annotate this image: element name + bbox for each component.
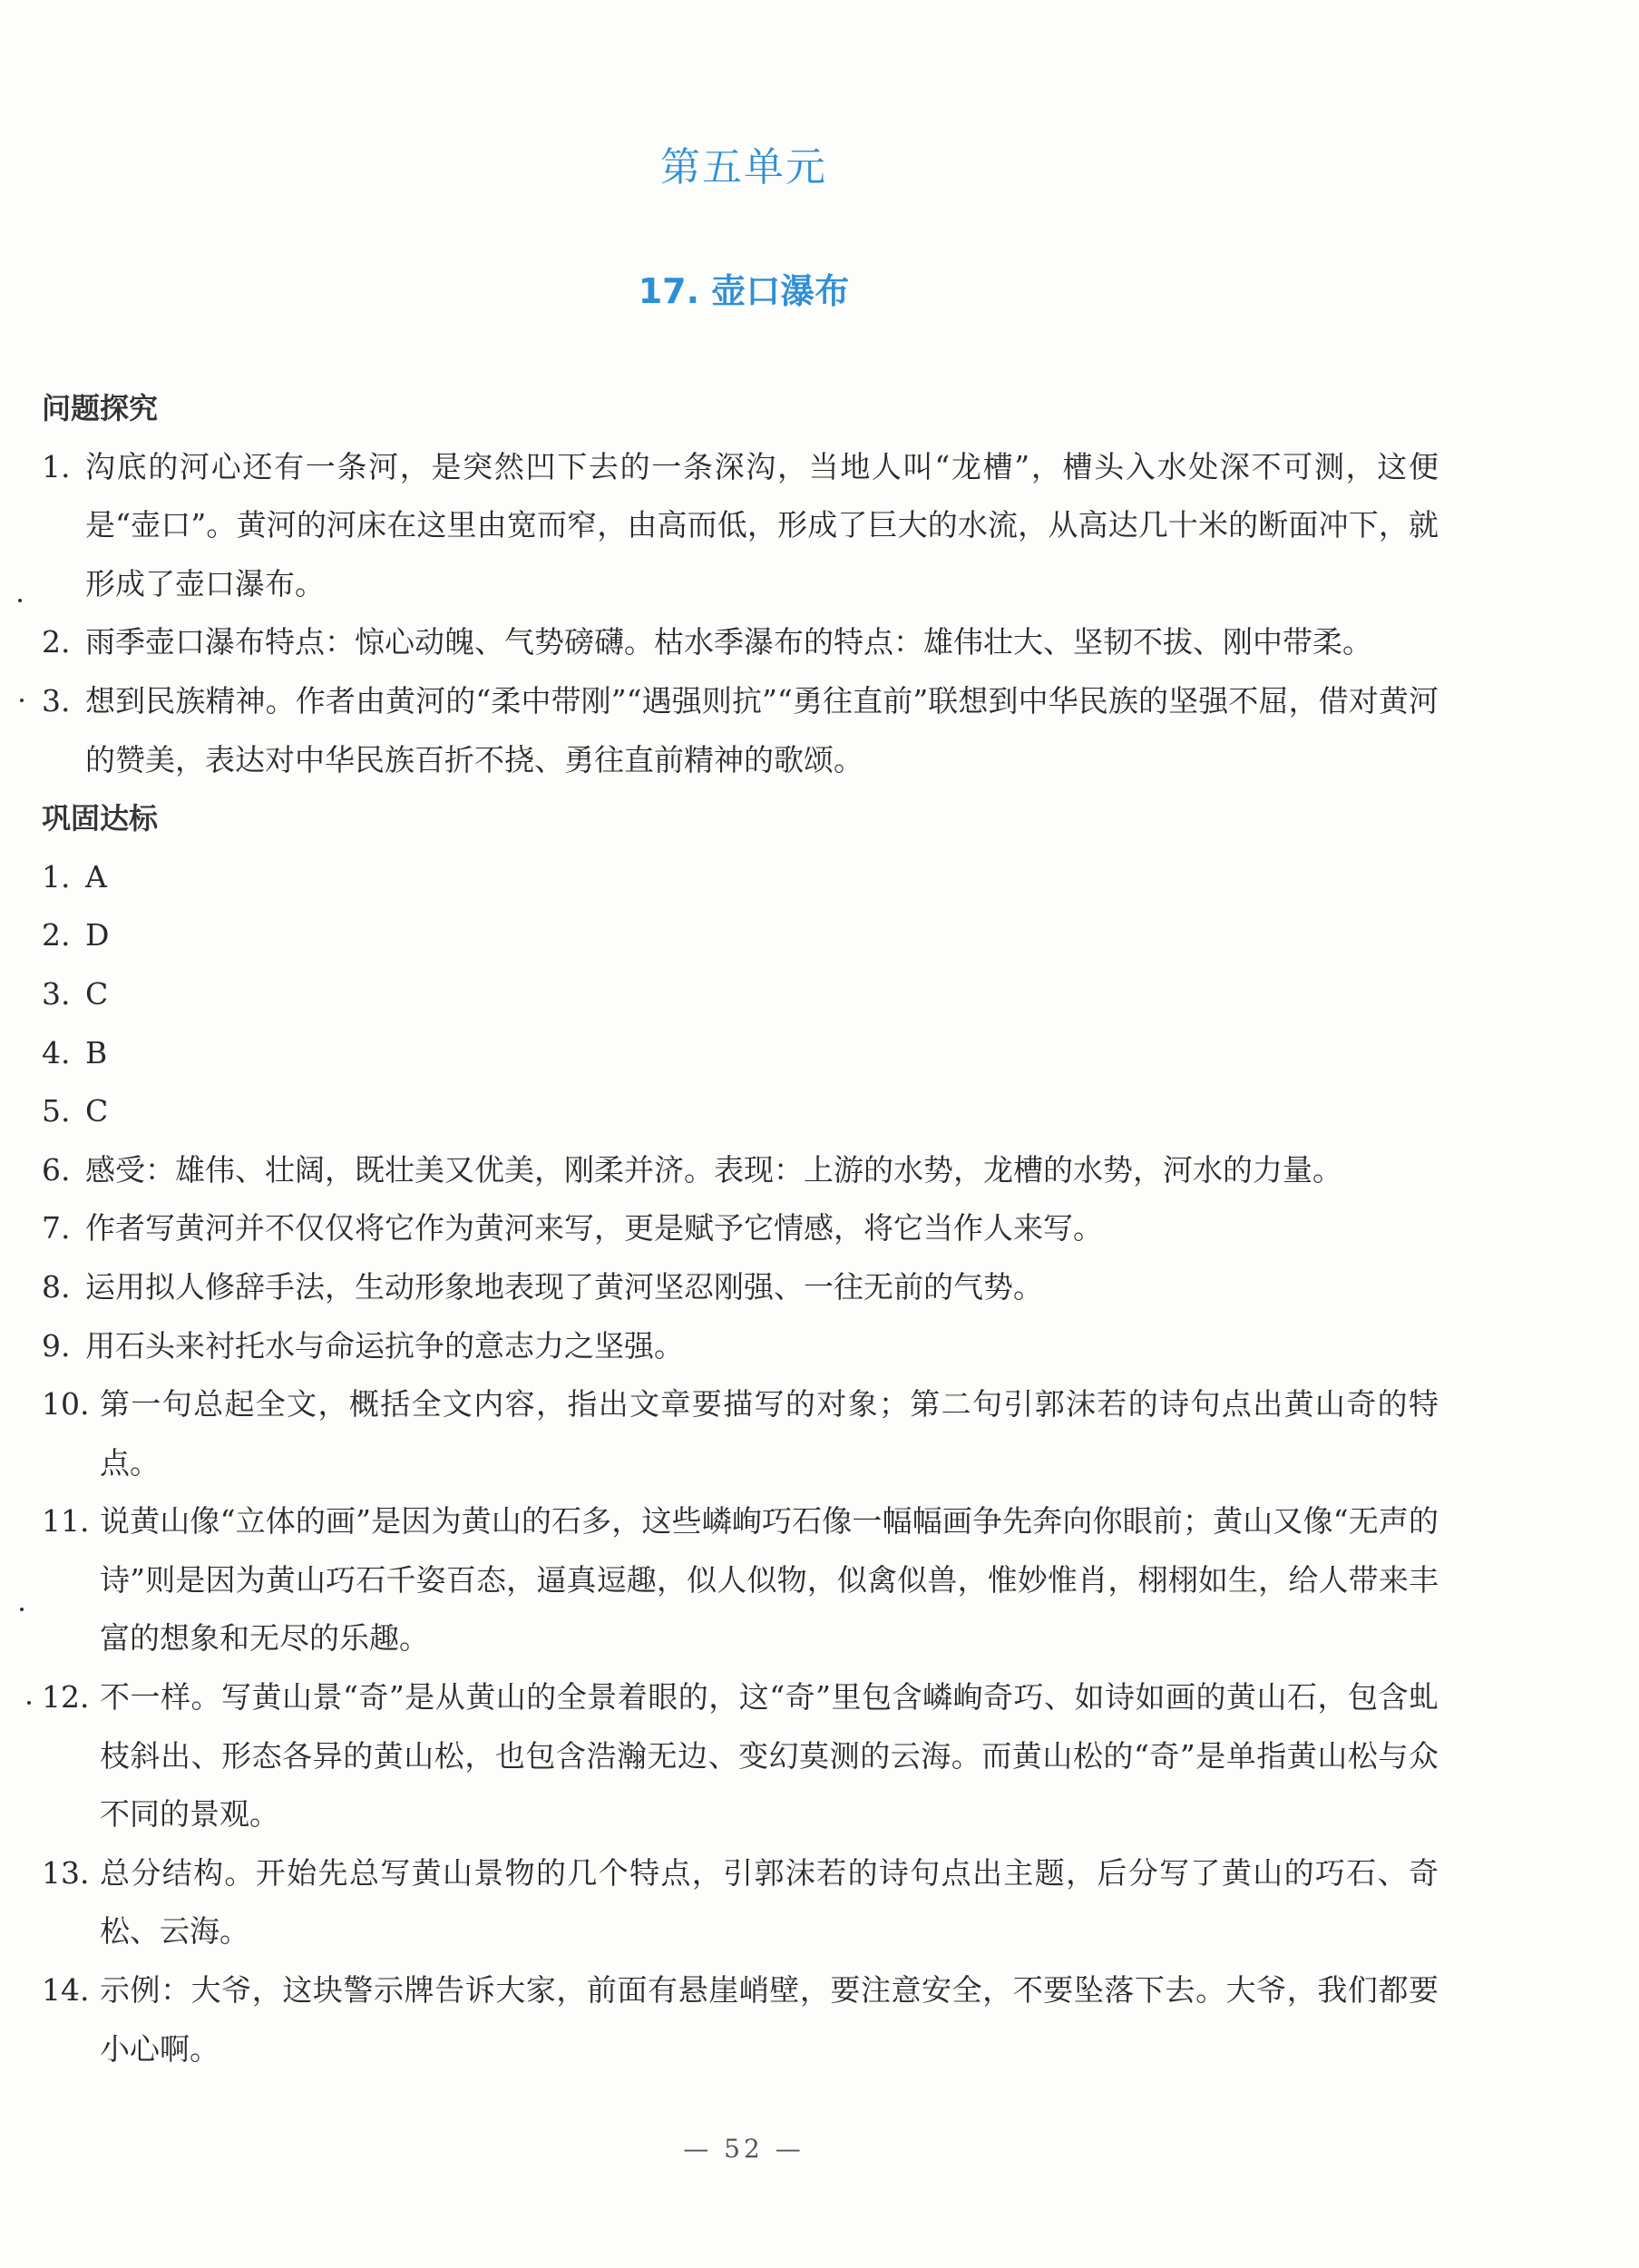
item-text: 感受：雄伟、壮阔，既壮美又优美，刚柔并济。表现：上游的水势，龙槽的水势，河水的力量。 [85, 1151, 1342, 1188]
item-number: 2. [42, 917, 71, 953]
item-number: 6. [42, 1151, 71, 1188]
item-text: 说黄山像“立体的画”是因为黄山的石多，这些嶙峋巧石像一幅幅画争先奔向你眼前；黄山又像“无声的诗”则是因为黄山巧石千姿百态，逼真逗趣，似人似物，似禽似兽，惟妙惟肖，栩栩如生，给人带来丰富的想象和无尽的乐趣。 [100, 1503, 1439, 1657]
item-text: 想到民族精神。作者由黄河的“柔中带刚”“遇强则抗”“勇往直前”联想到中华民族的坚强不屈，借对黄河的赞美，表达对中华民族百折不挠、勇往直前精神的歌颂。 [85, 682, 1439, 777]
item-text: C [85, 975, 109, 1012]
scan-speck [20, 699, 24, 702]
answer-item [42, 1317, 1439, 1376]
lesson-title: 17. 壶口瀑布 [638, 271, 850, 311]
scan-speck [18, 599, 22, 602]
page-number: — 52 — [683, 2134, 805, 2164]
item-text: B [85, 1034, 108, 1070]
scan-speck [27, 1701, 31, 1705]
answer-content [42, 379, 1439, 2078]
answer-item [42, 1024, 1439, 1083]
item-text: 用石头来衬托水与命运抗争的意志力之坚强。 [85, 1327, 684, 1364]
item-text: D [85, 917, 110, 953]
section-heading-consolidation: 巩固达标 [42, 801, 159, 836]
answer-item [42, 1961, 1439, 2078]
item-number: 2. [42, 624, 71, 660]
scan-speck [20, 1608, 24, 1611]
item-text: 不一样。写黄山景“奇”是从黄山的全景着眼的，这“奇”里包含嶙峋奇巧、如诗如画的黄山石，包含虬枝斜出、形态各异的黄山松，也包含浩瀚无边、变幻莫测的云海。而黄山松的“奇”是单指黄山松与众不同的景观。 [100, 1679, 1439, 1833]
item-number: 12. [42, 1679, 90, 1716]
answer-item [42, 438, 1439, 614]
answer-item [42, 1492, 1439, 1668]
item-text: 示例：大爷，这块警示牌告诉大家，前面有悬崖峭壁，要注意安全，不要坠落下去。大爷，我们都要小心啊。 [100, 1972, 1439, 2067]
item-text: C [85, 1093, 109, 1129]
answer-item [42, 613, 1439, 672]
item-number: 4. [42, 1034, 71, 1070]
answer-item [42, 1844, 1439, 1961]
answer-item [42, 1258, 1439, 1317]
unit-title: 第五单元 [660, 144, 827, 191]
item-number: 9. [42, 1327, 71, 1364]
answer-item [42, 672, 1439, 789]
answer-item [42, 965, 1439, 1024]
item-number: 11. [42, 1503, 90, 1540]
answer-item [42, 1082, 1439, 1141]
answer-item [42, 848, 1439, 907]
answer-item [42, 1375, 1439, 1492]
item-text: 作者写黄河并不仅仅将它作为黄河来写，更是赋予它情感，将它当作人来写。 [85, 1210, 1103, 1246]
item-number: 5. [42, 1093, 71, 1129]
item-text: 总分结构。开始先总写黄山景物的几个特点，引郭沫若的诗句点出主题，后分写了黄山的巧石、奇松、云海。 [100, 1854, 1439, 1950]
answer-item [42, 906, 1439, 965]
answer-item [42, 1668, 1439, 1844]
item-number: 1. [42, 448, 71, 484]
item-number: 8. [42, 1268, 71, 1305]
answer-item [42, 1199, 1439, 1258]
item-text: A [85, 858, 107, 894]
item-number: 13. [42, 1854, 90, 1891]
item-text: 第一句总起全文，概括全文内容，指出文章要描写的对象；第二句引郭沫若的诗句点出黄山奇的特点。 [100, 1386, 1439, 1481]
item-text: 沟底的河心还有一条河，是突然凹下去的一条深沟，当地人叫“龙槽”，槽头入水处深不可测，这便是“壶口”。黄河的河床在这里由宽而窄，由高而低，形成了巨大的水流，从高达几十米的断面冲下，就形成了壶口瀑布。 [85, 448, 1439, 601]
item-number: 10. [42, 1386, 90, 1422]
item-number: 14. [42, 1972, 90, 2009]
item-number: 3. [42, 975, 71, 1012]
answer-item [42, 1141, 1439, 1200]
item-number: 7. [42, 1210, 71, 1246]
section-heading-inquiry: 问题探究 [42, 391, 159, 425]
item-text: 雨季壶口瀑布特点：惊心动魄、气势磅礴。枯水季瀑布的特点：雄伟壮大、坚韧不拔、刚中带柔。 [85, 624, 1372, 660]
item-text: 运用拟人修辞手法，生动形象地表现了黄河坚忍刚强、一往无前的气势。 [85, 1268, 1043, 1305]
item-number: 3. [42, 682, 71, 719]
item-number: 1. [42, 858, 71, 894]
